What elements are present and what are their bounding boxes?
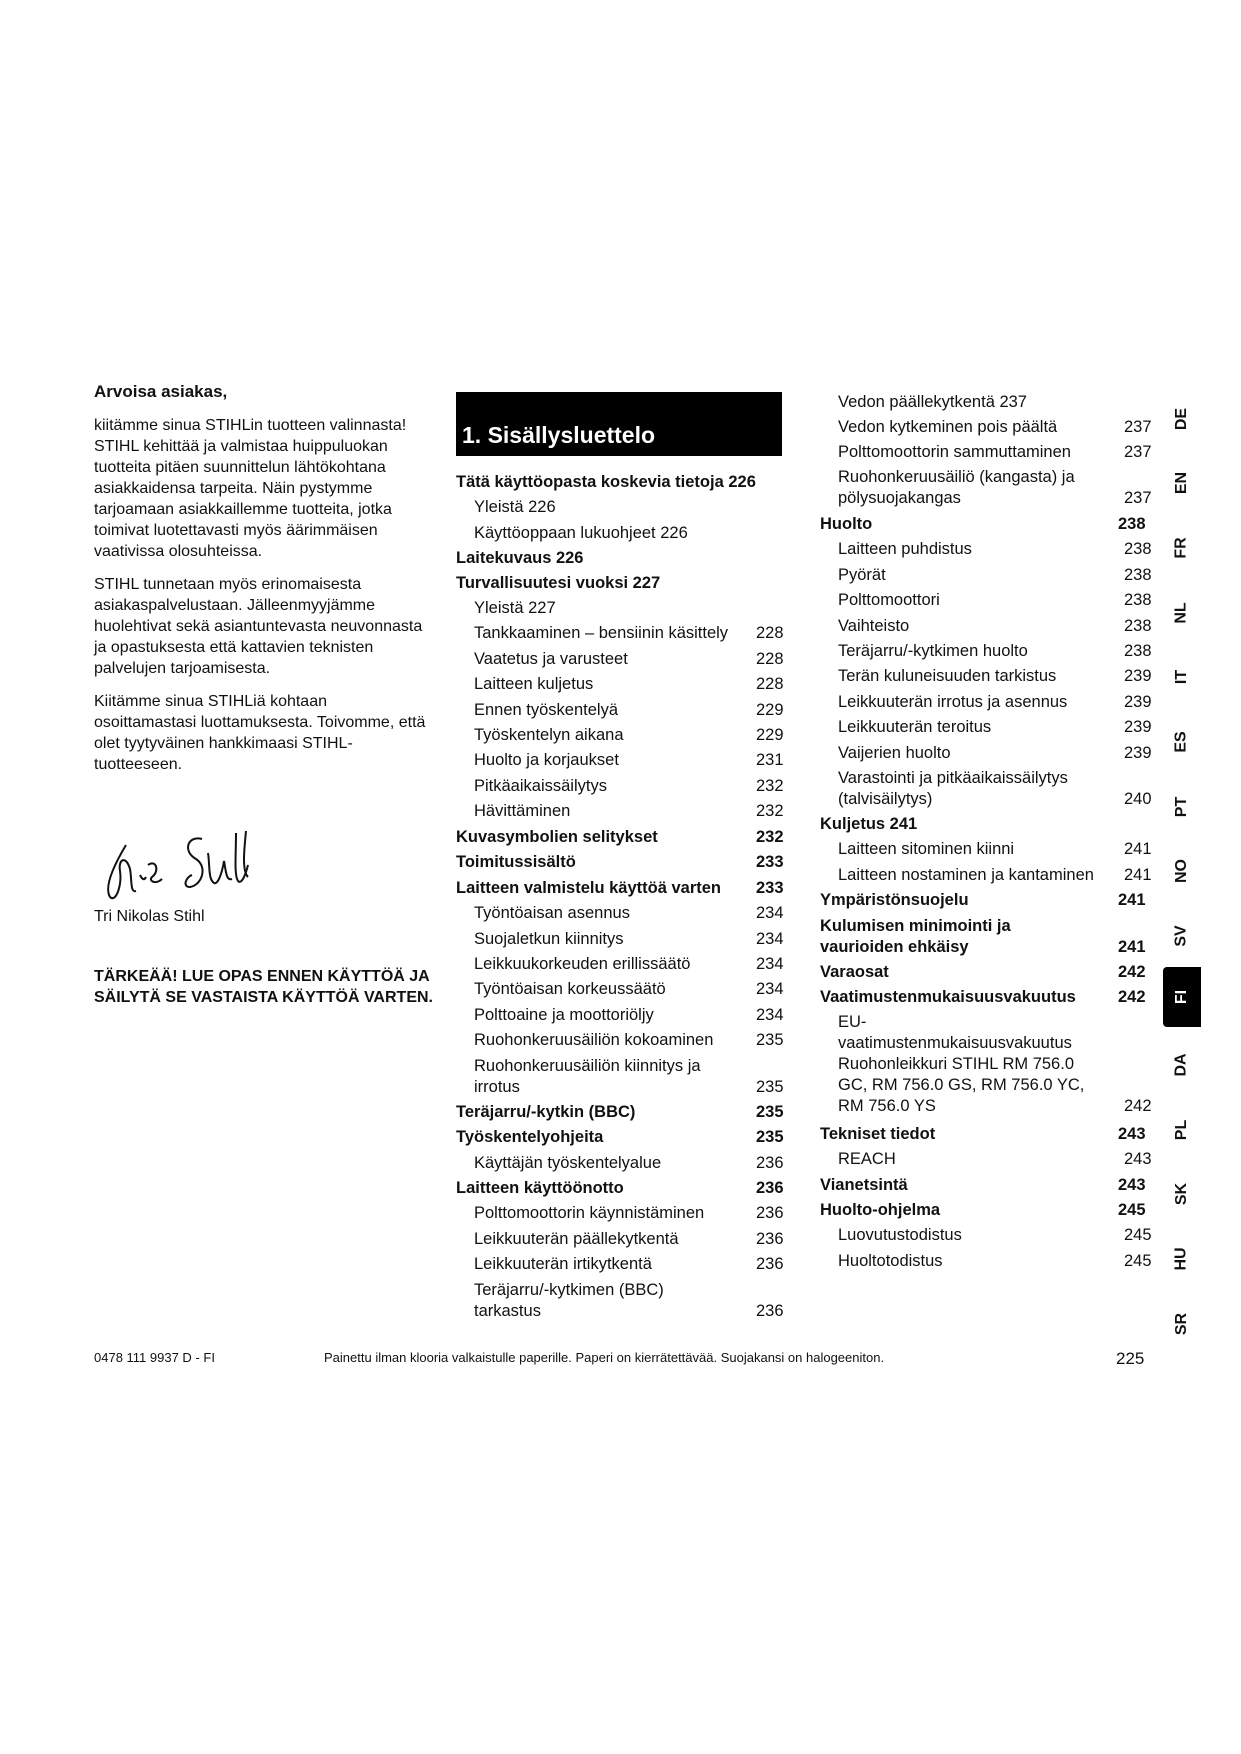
print-note: Painettu ilman klooria valkaistulle paperille. Paperi on kierrätettävää. Suojakansi on halogeeniton. <box>324 1350 885 1365</box>
toc-entry[interactable]: Vianetsintä 243 <box>820 1176 1146 1194</box>
toc-entry[interactable]: Yleistä 227 <box>474 599 556 617</box>
language-tab-it[interactable]: IT <box>1173 669 1190 685</box>
toc-entry[interactable]: Leikkuuterän irrotus ja asennus 239 <box>838 693 1152 711</box>
letter <box>94 382 430 787</box>
toc-entry[interactable]: Työntöaisan asennus 234 <box>474 904 784 922</box>
toc-entry[interactable]: Vedon kytkeminen pois päältä 237 <box>838 418 1152 436</box>
page-number: 225 <box>1116 1349 1145 1368</box>
toc-entry[interactable]: Teräjarru/-kytkimen (BBC) tarkastus 236 <box>474 1281 784 1320</box>
toc-entry[interactable]: Vaatetus ja varusteet 228 <box>474 650 784 668</box>
toc-entry[interactable]: Leikkuuterän teroitus 239 <box>838 718 1152 736</box>
toc-entry[interactable]: Ruohonkeruusäiliön kiinnitys ja irrotus 235 <box>474 1057 784 1096</box>
language-tab-sr[interactable]: SR <box>1172 1312 1190 1336</box>
toc-entry[interactable]: Suojaletkun kiinnitys 234 <box>474 930 784 948</box>
toc-entry[interactable]: REACH 243 <box>838 1150 1152 1168</box>
toc-entry[interactable]: Hävittäminen 232 <box>474 802 784 820</box>
language-tab-no[interactable]: NO <box>1173 859 1190 883</box>
toc-entry[interactable]: Käyttöoppaan lukuohjeet 226 <box>474 524 688 542</box>
toc-entry[interactable]: Työntöaisan korkeussäätö 234 <box>474 980 784 998</box>
greeting: Arvoisa asiakas, <box>94 382 228 401</box>
toc-entry[interactable]: Teräjarru/-kytkimen huolto 238 <box>838 642 1152 660</box>
toc-entry[interactable]: Leikkuukorkeuden erillissäätö 234 <box>474 955 784 973</box>
toc-entry[interactable]: Pyörät 238 <box>838 566 1152 584</box>
toc-entry[interactable]: Varaosat 242 <box>820 963 1146 981</box>
toc-entry[interactable]: Laitteen puhdistus 238 <box>838 540 1152 558</box>
language-tab-fr[interactable]: FR <box>1172 537 1190 559</box>
signer-name: Tri Nikolas Stihl <box>94 908 205 925</box>
toc-entry[interactable]: Tätä käyttöopasta koskevia tietoja 226 <box>456 473 756 491</box>
toc-entry[interactable]: Kuvasymbolien selitykset 232 <box>456 828 784 846</box>
toc-entry[interactable]: Ennen työskentelyä 229 <box>474 701 784 719</box>
toc-entry[interactable]: Vaihteisto 238 <box>838 617 1152 635</box>
toc-entry[interactable]: Leikkuuterän irtikytkentä 236 <box>474 1255 784 1273</box>
language-tab-en[interactable]: EN <box>1172 471 1190 495</box>
letter-paragraph: STIHL tunnetaan myös erinomaisesta asiakaspalvelustaan. Jälleenmyyjämme huolehtivat sekä asiantuntevasta neuvonnasta ja opastuksesta että kattavien teknisten palvelujen tarjoamisesta. <box>94 576 423 677</box>
toc-entry[interactable]: Huolto-ohjelma 245 <box>820 1201 1146 1219</box>
language-tab-hu[interactable]: HU <box>1172 1247 1190 1271</box>
toc-entry[interactable]: Toimitussisältö 233 <box>456 853 784 871</box>
toc-entry[interactable]: Luovutustodistus 245 <box>838 1226 1152 1244</box>
toc-entry[interactable]: Terän kuluneisuuden tarkistus 239 <box>838 667 1152 685</box>
language-tab-es[interactable]: ES <box>1173 731 1190 753</box>
toc-entry[interactable]: Vaijerien huolto 239 <box>838 744 1152 762</box>
language-tab-sv[interactable]: SV <box>1173 925 1190 947</box>
language-tab-de[interactable]: DE <box>1172 407 1190 431</box>
signature-image <box>96 825 256 905</box>
language-tab-pt[interactable]: PT <box>1172 796 1190 818</box>
toc-entry[interactable]: Ruohonkeruusäiliön kokoaminen 235 <box>474 1031 784 1049</box>
toc-entry[interactable]: Työskentelyn aikana 229 <box>474 726 784 744</box>
toc-entry[interactable]: EU-vaatimustenmukaisuusvakuutus Ruohonleikkuri STIHL RM 756.0 GC, RM 756.0 GS, RM 756.0 YC, RM 756.0 YS 242 <box>838 1013 1152 1115</box>
toc-entry[interactable]: Yleistä 226 <box>474 498 556 516</box>
toc-entry[interactable]: Vaatimustenmukaisuusvakuutus 242 <box>820 988 1146 1006</box>
language-tab-sk[interactable]: SK <box>1172 1182 1190 1206</box>
letter-paragraph: kiitämme sinua STIHLin tuotteen valinnasta! STIHL kehittää ja valmistaa huippuluokan tuotteita pitäen suunnittelun lähtökohtana asiakkaidensa tarpeita. Näin pystymme tarjoamaan asiakkaillemme tuotteita, jotka toimivat luotettavasti myös äärimmäisen vaativissa olosuhteissa. <box>94 417 407 560</box>
toc-entry[interactable]: Laitteen kuljetus 228 <box>474 675 784 693</box>
language-tab-nl[interactable]: NL <box>1172 602 1190 624</box>
toc-entry[interactable]: Polttomoottorin sammuttaminen 237 <box>838 443 1152 461</box>
toc-entry[interactable]: Käyttäjän työskentelyalue 236 <box>474 1154 784 1172</box>
toc-entry[interactable]: Huolto ja korjaukset 231 <box>474 751 784 769</box>
toc-entry[interactable]: Laitekuvaus 226 <box>456 549 584 567</box>
toc-heading <box>456 392 782 456</box>
toc-entry[interactable]: Kulumisen minimointi ja vaurioiden ehkäisy 241 <box>820 917 1146 956</box>
toc-entry[interactable]: Ympäristönsuojelu 241 <box>820 891 1146 909</box>
toc-entry[interactable]: Ruohonkeruusäiliö (kangasta) ja pölysuojakangas 237 <box>838 468 1152 507</box>
language-tab-fi-active[interactable]: FI <box>1163 967 1201 1027</box>
toc-entry[interactable]: Teräjarru/-kytkin (BBC) 235 <box>456 1103 784 1121</box>
toc-entry[interactable]: Vedon päällekytkentä 237 <box>838 393 1027 411</box>
letter-paragraph: Kiitämme sinua STIHLiä kohtaan osoittamastasi luottamuksesta. Toivomme, että olet tyytyväinen hankkimaasi STIHL-tuotteeseen. <box>94 693 426 773</box>
toc-entry[interactable]: Polttomoottori 238 <box>838 591 1152 609</box>
toc-entry[interactable]: Huolto 238 <box>820 515 1146 533</box>
toc-entry[interactable]: Polttomoottorin käynnistäminen 236 <box>474 1204 784 1222</box>
toc-heading-text: 1. Sisällysluettelo <box>462 422 656 448</box>
toc-entry[interactable]: Turvallisuutesi vuoksi 227 <box>456 574 661 592</box>
toc-entry[interactable]: Tekniset tiedot 243 <box>820 1125 1146 1143</box>
toc-entry[interactable]: Kuljetus 241 <box>820 815 918 833</box>
toc-entry[interactable]: Laitteen sitominen kiinni 241 <box>838 840 1152 858</box>
toc-entry[interactable]: Tankkaaminen – bensiinin käsittely 228 <box>474 624 784 642</box>
important-notice: TÄRKEÄÄ! LUE OPAS ENNEN KÄYTTÖÄ JA SÄILYTÄ SE VASTAISTA KÄYTTÖÄ VARTEN. <box>94 968 433 1006</box>
toc-entry[interactable]: Leikkuuterän päällekytkentä 236 <box>474 1230 784 1248</box>
toc-entry[interactable]: Huoltotodistus 245 <box>838 1252 1152 1270</box>
toc-entry[interactable]: Varastointi ja pitkäaikaissäilytys (talvisäilytys) 240 <box>838 769 1152 808</box>
language-tab-da[interactable]: DA <box>1172 1053 1190 1077</box>
language-tab-pl[interactable]: PL <box>1172 1119 1190 1141</box>
toc-entry[interactable]: Laitteen valmistelu käyttöä varten 233 <box>456 879 784 897</box>
toc-entry[interactable]: Laitteen käyttöönotto 236 <box>456 1179 784 1197</box>
toc-entry[interactable]: Polttoaine ja moottoriöljy 234 <box>474 1006 784 1024</box>
toc-entry[interactable]: Pitkäaikaissäilytys 232 <box>474 777 784 795</box>
toc-entry[interactable]: Laitteen nostaminen ja kantaminen 241 <box>838 866 1152 884</box>
document-code: 0478 111 9937 D - FI <box>94 1350 215 1365</box>
toc-entry[interactable]: Työskentelyohjeita 235 <box>456 1128 784 1146</box>
